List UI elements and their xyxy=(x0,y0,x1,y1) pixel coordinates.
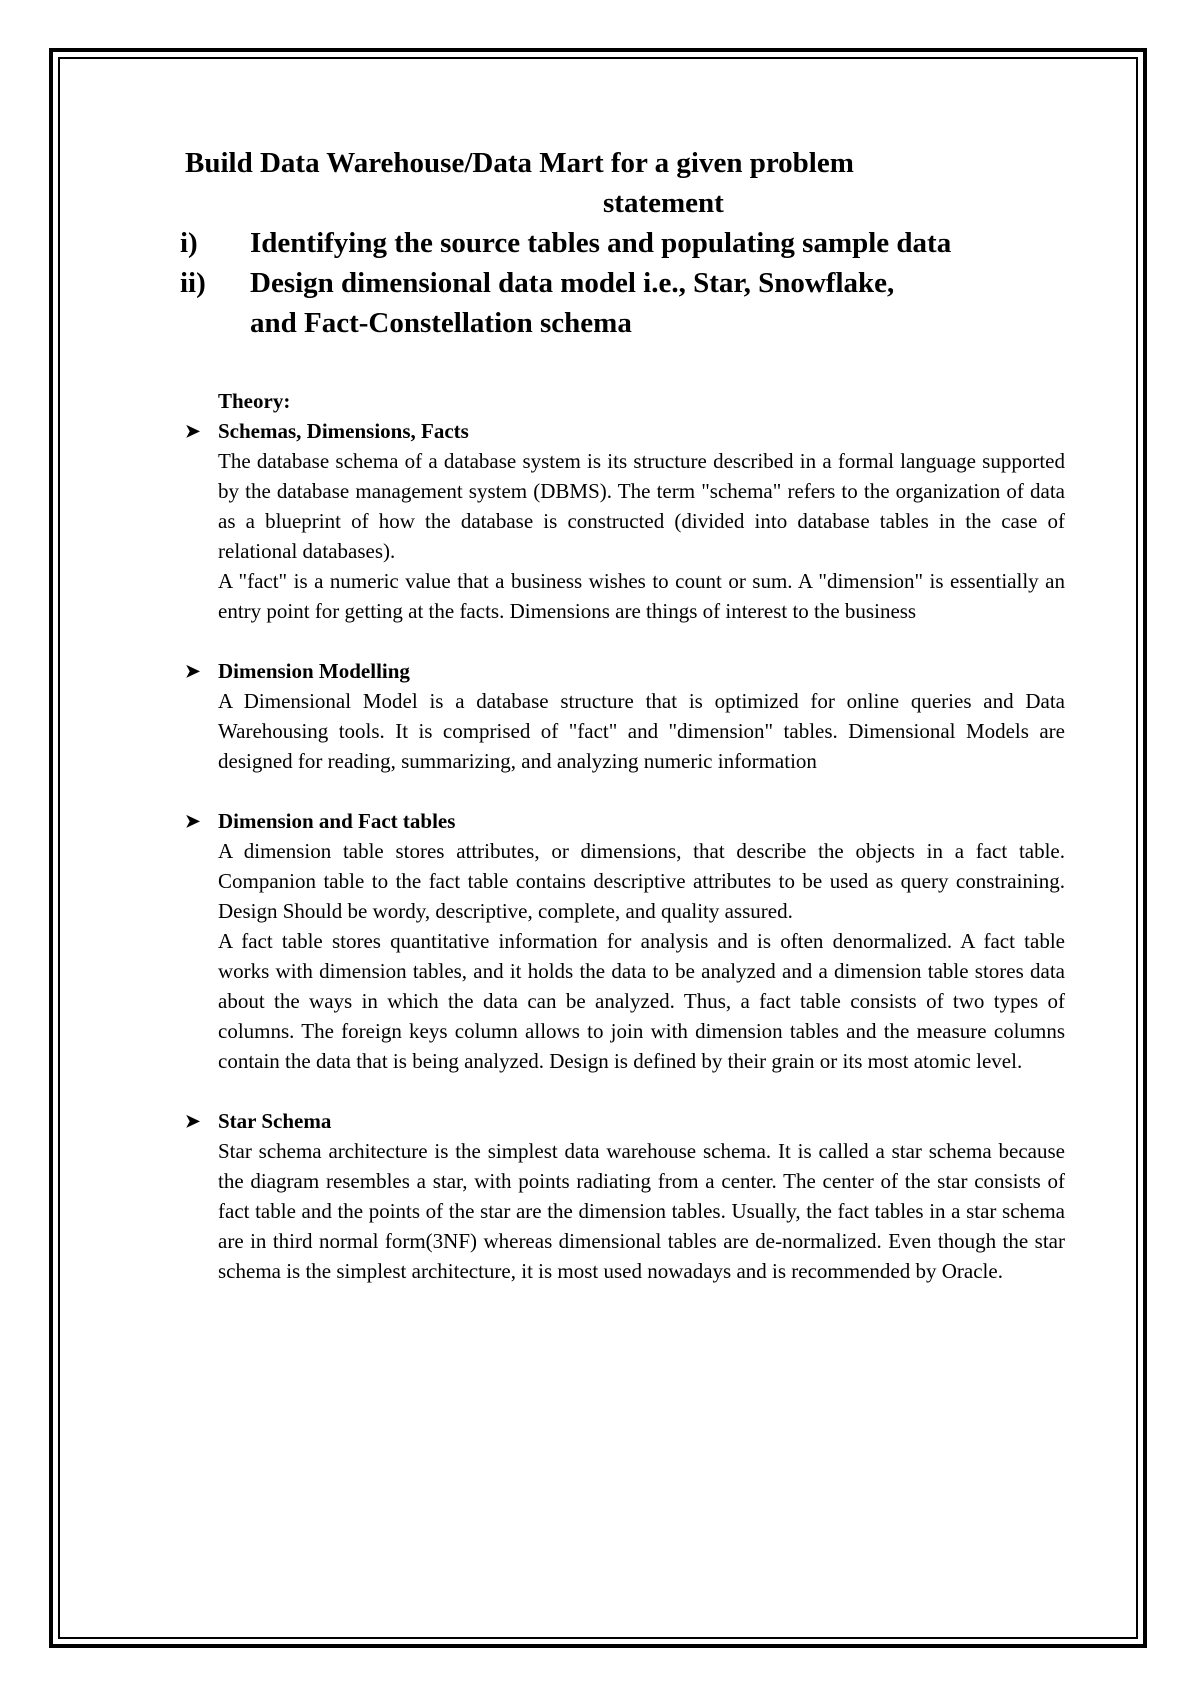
paragraph: A dimension table stores attributes, or dimensions, that describe the objects in a fact table. Companion table to the fact table contains descriptive attributes to be used as query constraining. Design Should be wordy, descriptive, complete, and quality assured. xyxy=(218,839,1065,923)
section-body xyxy=(185,836,1065,1076)
section-heading xyxy=(185,416,1065,446)
paragraph: The database schema of a database system is its structure described in a formal language supported by the database management system (DBMS). The term "schema" refers to the organization of data as a blueprint of how the database is constructed (divided into database tables in the case of relational databases). xyxy=(218,449,1065,563)
title-item-text: Identifying the source tables and populating sample data xyxy=(250,227,952,259)
theory-content xyxy=(185,386,1065,1316)
section-heading-text: Dimension and Fact tables xyxy=(218,809,456,833)
section-dimension-fact-tables xyxy=(185,806,1065,1076)
section-heading-text: Star Schema xyxy=(218,1109,332,1133)
section-body xyxy=(185,686,1065,776)
section-body xyxy=(185,446,1065,626)
arrowhead-bullet-icon: ➤ xyxy=(185,421,201,441)
title-item-number: ii) xyxy=(180,267,206,299)
title-item-1 xyxy=(180,223,1085,263)
arrowhead-bullet-icon: ➤ xyxy=(185,1111,201,1131)
title-line-2: statement xyxy=(603,187,724,219)
paragraph: A Dimensional Model is a database structure that is optimized for online queries and Data Warehousing tools. It is comprised of "fact" and "dimension" tables. Dimensional Models are designed for reading, summarizing, and analyzing numeric information xyxy=(218,689,1065,773)
section-dimension-modelling xyxy=(185,656,1065,776)
section-heading-text: Dimension Modelling xyxy=(218,659,410,683)
section-body xyxy=(185,1136,1065,1286)
theory-label: Theory: xyxy=(218,389,291,413)
paragraph: Star schema architecture is the simplest data warehouse schema. It is called a star schema because the diagram resembles a star, with points radiating from a center. The center of the star consists of fact table and the points of the star are the dimension tables. Usually, the fact tables in a star schema are in third normal form(3NF) whereas dimensional tables are de-normalized. Even though the star schema is the simplest architecture, it is most used nowadays and is recommended by Oracle. xyxy=(218,1139,1065,1283)
title-item-number: i) xyxy=(180,227,198,259)
paragraph: A fact table stores quantitative information for analysis and is often denormalized. A fact table works with dimension tables, and it holds the data to be analyzed and a dimension table stores data about the ways in which the data can be analyzed. Thus, a fact table consists of two types of columns. The foreign keys column allows to join with dimension tables and the measure columns contain the data that is being analyzed. Design is defined by their grain or its most atomic level. xyxy=(218,929,1065,1073)
section-heading xyxy=(185,656,1065,686)
section-heading xyxy=(185,806,1065,836)
section-heading-text: Schemas, Dimensions, Facts xyxy=(218,419,469,443)
section-star-schema xyxy=(185,1106,1065,1286)
section-heading xyxy=(185,1106,1065,1136)
paragraph: A "fact" is a numeric value that a business wishes to count or sum. A "dimension" is essentially an entry point for getting at the facts. Dimensions are things of interest to the business xyxy=(218,569,1065,623)
section-schemas xyxy=(185,416,1065,626)
title-item-2 xyxy=(180,263,1085,343)
title-line-1: Build Data Warehouse/Data Mart for a given problem xyxy=(185,147,854,179)
page-title xyxy=(180,143,1085,343)
arrowhead-bullet-icon: ➤ xyxy=(185,811,201,831)
arrowhead-bullet-icon: ➤ xyxy=(185,661,201,681)
title-item-text: Design dimensional data model i.e., Star, Snowflake, and Fact-Constellation schema xyxy=(250,267,895,339)
